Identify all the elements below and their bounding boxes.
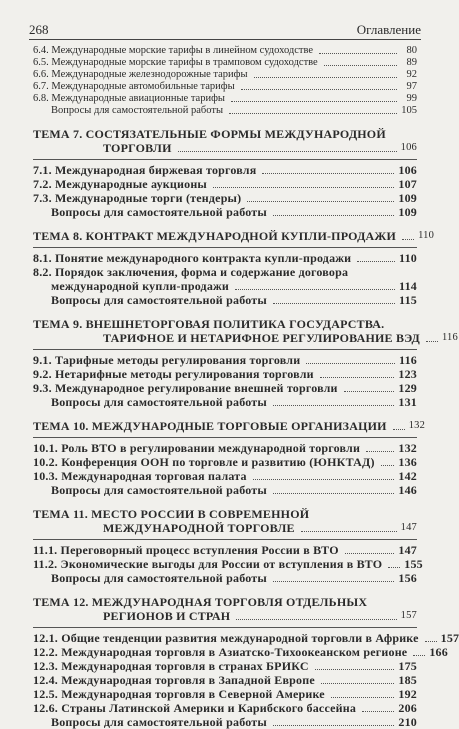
toc-entry-page: 99 (406, 93, 417, 104)
toc-entry-page: 185 (398, 673, 417, 687)
toc-entry (33, 353, 417, 367)
toc-entry-page: 136 (398, 455, 417, 469)
toc-entry-label: Вопросы для самостоятельной работы (51, 483, 267, 497)
toc-entry-label: 12.3. Международная торговля в странах БРИКС (33, 659, 309, 673)
toc-entry-label: 12.1. Общие тенденции развития международной торговли в Африке (33, 631, 419, 645)
toc-entry-label: 9.1. Тарифные методы регулирования торговли (33, 353, 301, 367)
header-rule (29, 39, 421, 40)
theme-title (33, 595, 417, 609)
dot-leader (321, 683, 395, 684)
toc-entry (33, 543, 417, 557)
theme-title (33, 141, 417, 155)
toc-entry (33, 45, 417, 57)
toc-entry-label: Вопросы для самостоятельной работы (51, 293, 267, 307)
toc-entry (33, 163, 417, 177)
dot-leader (178, 151, 397, 152)
toc-entry-label: Вопросы для самостоятельной работы (51, 395, 267, 409)
toc-entry-page: 123 (398, 367, 417, 381)
toc-entry-page: 107 (398, 177, 417, 191)
toc-entry-page: 147 (398, 543, 417, 557)
toc-entry (33, 441, 417, 455)
toc-entry (33, 645, 448, 659)
dot-leader (324, 65, 397, 66)
toc-entry-page: 89 (406, 57, 417, 68)
theme-title-line: ТЕМА 9. ВНЕШНЕТОРГОВАЯ ПОЛИТИКА ГОСУДАРСТВА. (33, 317, 385, 331)
dot-leader (402, 239, 414, 240)
toc-entry-label: международной купли-продажи (51, 279, 230, 293)
toc-entry-label: 10.3. Международная торговая палата (33, 469, 247, 483)
toc-entry-label: 7.1. Международная биржевая торговля (33, 163, 257, 177)
toc-entry (33, 715, 417, 729)
toc-entry (33, 81, 417, 93)
toc-entry-label: 10.1. Роль ВТО в регулировании международной торговли (33, 441, 361, 455)
toc-entry (33, 673, 417, 687)
dot-leader (413, 655, 425, 656)
toc-entry-label: 12.6. Страны Латинской Америки и Карибского бассейна (33, 701, 357, 715)
theme-title (33, 521, 417, 535)
toc-entry-page: 206 (398, 701, 417, 715)
theme-title (33, 609, 417, 623)
toc-entry-label: 11.1. Переговорный процесс вступления России в ВТО (33, 543, 339, 557)
toc-entry-page: 92 (406, 69, 417, 80)
theme-title-line: ТОРГОВЛИ (103, 141, 172, 155)
toc-entry-label: Вопросы для самостоятельной работы (51, 715, 267, 729)
toc-entry-label: 6.5. Международные морские тарифы в трамповом судоходстве (33, 57, 318, 68)
theme-page: 116 (441, 332, 458, 343)
theme-page: 110 (418, 230, 435, 241)
dot-leader (301, 531, 397, 532)
dot-leader (247, 201, 394, 202)
dot-leader (388, 567, 400, 568)
toc-entry (33, 265, 417, 279)
dot-leader (231, 101, 397, 102)
table-of-contents (33, 45, 459, 729)
toc-entry-page: 110 (399, 251, 417, 265)
toc-entry-label: 8.1. Понятие международного контракта купли-продажи (33, 251, 352, 265)
toc-entry-label: 10.2. Конференция ООН по торговле и развитию (ЮНКТАД) (33, 455, 375, 469)
toc-entry-label: 7.2. Международные аукционы (33, 177, 208, 191)
toc-entry-page: 109 (398, 191, 417, 205)
toc-entry-page: 132 (398, 441, 417, 455)
theme-rule (33, 539, 417, 540)
toc-entry (33, 455, 417, 469)
toc-entry-page: 175 (398, 659, 417, 673)
toc-entry (33, 659, 417, 673)
toc-entry-label: 6.7. Международные автомобильные тарифы (33, 81, 235, 92)
dot-leader (254, 77, 397, 78)
toc-entry-label: 9.3. Международное регулирование внешней торговли (33, 381, 338, 395)
toc-entry-page: 105 (401, 105, 417, 116)
theme-rule (33, 437, 417, 438)
toc-entry (33, 93, 417, 105)
toc-entry-page: 131 (398, 395, 417, 409)
theme-section (33, 127, 417, 219)
dot-leader (306, 363, 395, 364)
dot-leader (273, 493, 394, 494)
toc-entry (33, 687, 417, 701)
theme-title (33, 229, 435, 243)
theme-section (33, 317, 458, 409)
theme-page: 132 (408, 420, 426, 431)
toc-entry-page: 129 (398, 381, 417, 395)
dot-leader (319, 53, 397, 54)
toc-entry (33, 293, 417, 307)
toc-entry-label: 12.5. Международная торговля в Северной Америке (33, 687, 325, 701)
dot-leader (344, 391, 395, 392)
dot-leader (366, 451, 394, 452)
dot-leader (315, 669, 395, 670)
toc-entry-label: 8.2. Порядок заключения, форма и содержание договора (33, 265, 349, 279)
toc-entry-page: 155 (404, 557, 423, 571)
toc-entry (33, 631, 459, 645)
theme-title (33, 127, 417, 141)
theme-section (33, 229, 435, 307)
dot-leader (362, 711, 394, 712)
theme-rule (33, 349, 417, 350)
dot-leader (381, 465, 395, 466)
dot-leader (262, 173, 394, 174)
toc-entry (33, 205, 417, 219)
theme-title-line: ТЕМА 8. КОНТРАКТ МЕЖДУНАРОДНОЙ КУПЛИ-ПРОДАЖИ (33, 229, 397, 243)
toc-entry-label: 6.6. Международные железнодорожные тарифы (33, 69, 248, 80)
dot-leader (273, 725, 394, 726)
toc-entry-label: Вопросы для самостоятельной работы (51, 571, 267, 585)
toc-entry-page: 210 (398, 715, 417, 729)
theme-title-line: ТЕМА 11. МЕСТО РОССИИ В СОВРЕМЕННОЙ (33, 507, 310, 521)
theme-section (33, 595, 459, 729)
toc-entry-label: Вопросы для самостоятельной работы (51, 105, 224, 116)
theme-title-line: РЕГИОНОВ И СТРАН (103, 609, 231, 623)
toc-entry-label: 7.3. Международные торги (тендеры) (33, 191, 242, 205)
theme-title-line: ТЕМА 10. МЕЖДУНАРОДНЫЕ ТОРГОВЫЕ ОРГАНИЗАЦИИ (33, 419, 387, 433)
toc-entry (33, 105, 417, 117)
toc-entry-page: 114 (399, 279, 417, 293)
toc-entry-page: 116 (399, 353, 417, 367)
theme-page: 147 (400, 522, 417, 533)
dot-leader (273, 303, 395, 304)
dot-leader (273, 581, 394, 582)
theme-page: 157 (400, 610, 417, 621)
toc-entry-page: 142 (398, 469, 417, 483)
theme-title (33, 331, 458, 345)
dot-leader (273, 405, 394, 406)
dot-leader (253, 479, 395, 480)
theme-rule (33, 247, 417, 248)
theme-title (33, 419, 426, 433)
page-number: 268 (29, 22, 49, 37)
toc-entry-page: 166 (429, 645, 448, 659)
dot-leader (273, 215, 394, 216)
toc-entry-page: 146 (398, 483, 417, 497)
dot-leader (345, 553, 395, 554)
dot-leader (425, 641, 437, 642)
toc-entry-page: 106 (398, 163, 417, 177)
theme-section (33, 507, 423, 585)
theme-rule (33, 627, 417, 628)
theme-title-line: ТЕМА 7. СОСТЯЗАТЕЛЬНЫЕ ФОРМЫ МЕЖДУНАРОДНОЙ (33, 127, 386, 141)
toc-entry (33, 701, 417, 715)
dot-leader (426, 341, 438, 342)
toc-entry-page: 109 (398, 205, 417, 219)
dot-leader (331, 697, 395, 698)
theme-title (33, 507, 417, 521)
toc-entry-label: 11.2. Экономические выгоды для России от вступления в ВТО (33, 557, 383, 571)
toc-entry (33, 381, 417, 395)
toc-entry (33, 191, 417, 205)
dot-leader (320, 377, 395, 378)
toc-entry-label: 9.2. Нетарифные методы регулирования торговли (33, 367, 314, 381)
toc-entry-page: 157 (440, 631, 459, 645)
toc-entry-label: 6.8. Международные авиационные тарифы (33, 93, 225, 104)
toc-entry-label: 12.4. Международная торговля в Западной Европе (33, 673, 315, 687)
theme-rule (33, 159, 417, 160)
dot-leader (393, 429, 405, 430)
toc-entry (33, 469, 417, 483)
toc-entry (33, 557, 423, 571)
toc-entry (33, 177, 417, 191)
toc-entry-label: 12.2. Международная торговля в Азиатско-Тихоокеанском регионе (33, 645, 408, 659)
toc-entry (33, 251, 417, 265)
theme-section (33, 419, 426, 497)
dot-leader (357, 261, 395, 262)
theme-page: 106 (400, 142, 417, 153)
running-title: Оглавление (356, 22, 421, 37)
toc-entry (33, 571, 417, 585)
toc-entry-page: 97 (406, 81, 417, 92)
toc-entry-page: 156 (398, 571, 417, 585)
toc-entry-page: 192 (398, 687, 417, 701)
toc-entry (33, 483, 417, 497)
toc-entry (33, 395, 417, 409)
toc-entry-page: 115 (399, 293, 417, 307)
toc-entry-continuation (33, 279, 417, 293)
theme-title-line: МЕЖДУНАРОДНОЙ ТОРГОВЛЕ (103, 521, 295, 535)
toc-entry (33, 367, 417, 381)
toc-entry (33, 57, 417, 69)
toc-entry (33, 69, 417, 81)
theme-title (33, 317, 417, 331)
page-header (29, 20, 421, 38)
toc-entry-label: 6.4. Международные морские тарифы в линейном судоходстве (33, 45, 314, 56)
dot-leader (213, 187, 394, 188)
dot-leader (236, 619, 396, 620)
toc-entry-label: Вопросы для самостоятельной работы (51, 205, 267, 219)
dot-leader (241, 89, 397, 90)
dot-leader (235, 289, 395, 290)
theme-title-line: ТАРИФНОЕ И НЕТАРИФНОЕ РЕГУЛИРОВАНИЕ ВЭД (103, 331, 420, 345)
dot-leader (229, 113, 397, 114)
toc-entry-page: 80 (406, 45, 417, 56)
theme-title-line: ТЕМА 12. МЕЖДУНАРОДНАЯ ТОРГОВЛЯ ОТДЕЛЬНЫХ (33, 595, 368, 609)
